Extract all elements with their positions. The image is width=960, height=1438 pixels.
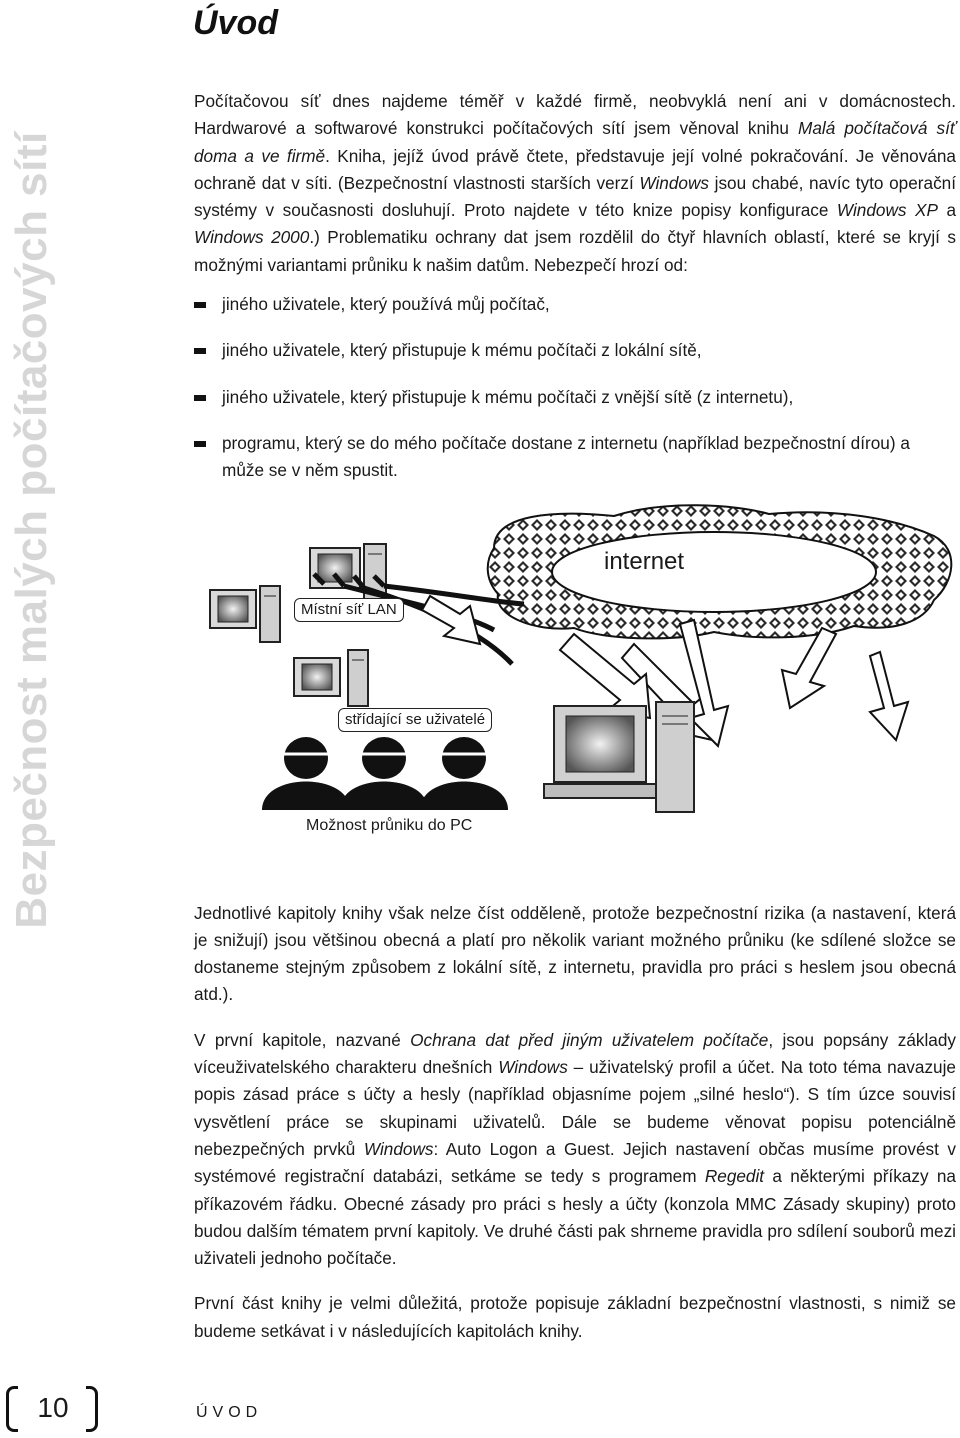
workstation-icon (210, 586, 280, 642)
intro-text-3: jsou chabé, navíc tyto operační systémy v současnosti dosluhují. Proto najdete v této knize popisy konfigurace (194, 172, 956, 221)
right-bracket (86, 1386, 98, 1432)
book-reference: Malá počítačová síť doma a ve firmě (194, 118, 956, 166)
bullet-marker (194, 302, 206, 308)
internet-label: internet (604, 547, 685, 575)
list-item-text: jiného uživatele, který používá můj počítač, (222, 294, 550, 315)
intro-text-1: Počítačovou síť dnes najdeme téměř v každé firmě, neobvyklá není ani v domácnostech. Hardwarové a softwarové konstrukci počítačových sítí jsem věnoval knihu (194, 91, 956, 139)
paragraph: Jednotlivé kapitoly knihy však nelze číst odděleně, protože bezpečnostní rizika (a nastavení, která je snižují) jsou většinou obecná a platí pro několik variant možného průniku (ke sdílené složce se dostaneme stejným způsobem z lokální sítě, z internetu, pravidla pro práci s heslem jsou obecná atd.). (194, 902, 956, 1005)
list-item (194, 291, 956, 318)
page-footer (0, 1384, 960, 1434)
para3-text-3: – uživatelský profil a účet. Na toto téma navazuje popis zásad práce s účty a hesly (například objasníme pojem „silné heslo“). S tím úzce souvisí vysvětlení práce se skupinami uživatelů. Dále se budeme věnovat popisu potenciálně nebezpečných prvků (194, 1057, 956, 1159)
para3-text-1: V první kapitole, nazvané (194, 1029, 411, 1050)
user-silhouette-icon (340, 737, 428, 810)
intro-paragraph (194, 88, 956, 279)
main-content (194, 88, 956, 1363)
list-item (194, 337, 956, 364)
paragraph: První část knihy je velmi důležitá, protože popisuje základní bezpečnostní vlastnosti, s nimiž se budeme setkávat i v následujících kapitolách knihy. (194, 1293, 956, 1341)
body-text (194, 900, 956, 1345)
win2000-term: Windows 2000 (194, 227, 310, 248)
winxp-term: Windows XP (836, 200, 938, 221)
running-section-name: ÚVOD (196, 1404, 263, 1421)
list-item-text: programu, který se do mého počítače dostane z internetu (například bezpečnostní dírou) a může se v něm spustit. (222, 432, 910, 481)
intro-text-4: a (937, 200, 957, 221)
book-title-vertical (0, 0, 64, 1060)
windows-term: Windows (498, 1057, 568, 1078)
threat-list (194, 291, 956, 484)
chapter-reference: Ochrana dat před jiným uživatelem počítače (410, 1029, 769, 1050)
internet-cloud-icon (488, 505, 952, 638)
bullet-marker (194, 441, 206, 447)
book-title-text: Bezpečnost malých počítačových sítí (7, 131, 57, 929)
para3-text-2: , jsou popsány základy víceuživatelského charakteru dnešních (194, 1029, 956, 1078)
left-bracket (6, 1386, 18, 1432)
intro-text-5: .) Problematiku ochrany dat jsem rozdělil do čtyř hlavních oblastí, které se kryjí s možnými variantami průniku k našim datům. Nebezpečí hrozí od: (194, 227, 956, 275)
intro-text-2: . Kniha, jejíž úvod právě čtete, představuje její volné pokračování. Je věnována ochraně dat v síti. (Bezpečnostní vlastnosti starších verzí (194, 145, 956, 193)
windows-term: Windows (639, 172, 709, 193)
list-item-text: jiného uživatele, který přistupuje k mému počítači z vnější sítě (z internetu), (222, 386, 794, 407)
user-silhouette-icon (420, 737, 508, 810)
users-label: střídající se uživatelé (338, 708, 492, 732)
bullet-marker (194, 348, 206, 354)
paragraph (194, 1027, 956, 1273)
server-icon (544, 702, 694, 812)
regedit-term: Regedit (704, 1166, 765, 1187)
figure-caption: Možnost průniku do PC (306, 816, 473, 834)
chapter-heading: Úvod (193, 4, 278, 42)
lan-label: Místní síť LAN (294, 598, 404, 622)
list-item (194, 384, 956, 411)
intrusion-diagram (194, 504, 956, 882)
para3-text-4: : Auto Logon a Guest. Jejich nastavení občas musíme provést v systémové registrační databázi, setkáme se tedy s programem (194, 1138, 956, 1187)
user-silhouette-icon (262, 737, 350, 810)
page-number: 10 (37, 1392, 69, 1423)
windows-term: Windows (363, 1138, 434, 1159)
list-item (194, 430, 956, 485)
list-item-text: jiného uživatele, který přistupuje k mému počítači z lokální sítě, (222, 340, 702, 361)
bullet-marker (194, 395, 206, 401)
para3-text-5: a některými příkazy na příkazovém řádku. Obecné zásady pro práci s hesly a účty (konzola MMC Zásady skupiny) proto budou dalším tématem první kapitoly. Ve druhé části pak shrneme pravidla pro sdílení souborů mezi uživateli jednoho počítače. (194, 1166, 956, 1269)
workstation-icon (294, 650, 368, 706)
